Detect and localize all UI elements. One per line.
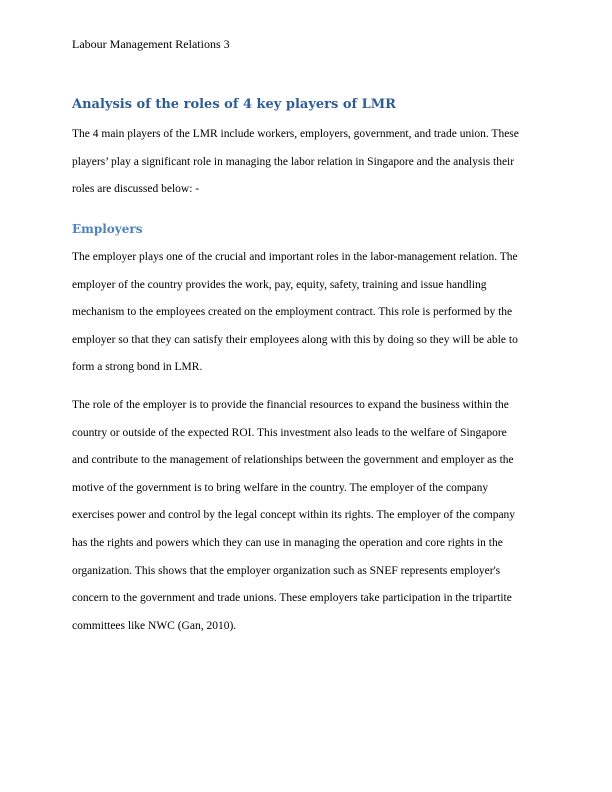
- paragraph-line: The 4 main players of the LMR include workers, employers, government, and trade union. These: [72, 128, 519, 140]
- employers-paragraph-1: [72, 244, 542, 382]
- paragraph-line: country or outside of the expected ROI. This investment also leads to the welfare of Singapore: [72, 426, 507, 439]
- paragraph-line: The employer plays one of the crucial and important roles in the labor-management relation. The: [72, 251, 518, 263]
- paragraph-line: committees like NWC (Gan, 2010).: [72, 619, 237, 632]
- paragraph-line: players’ play a significant role in managing the labor relation in Singapore and the analysis their: [72, 155, 515, 168]
- employers-paragraph-2: [72, 392, 542, 640]
- paragraph-line: The role of the employer is to provide the financial resources to expand the business within the: [72, 399, 509, 411]
- paragraph-line: mechanism to the employees created on the employment contract. This role is performed by the: [72, 306, 513, 319]
- paragraph-line: employer of the country provides the work, pay, equity, safety, training and issue handling: [72, 278, 487, 291]
- paragraph-line: and contribute to the management of relationships between the government and employer as the: [72, 454, 514, 467]
- paragraph-line: exercises power and control by the legal concept within its rights. The employer of the company: [72, 509, 516, 522]
- section-heading-analysis: Analysis of the roles of 4 key players of LMR: [72, 97, 396, 112]
- paragraph-line: roles are discussed below: -: [72, 183, 200, 196]
- paragraph-line: has the rights and powers which they can use in managing the operation and core rights in the: [72, 536, 503, 549]
- paragraph-line: concern to the government and trade unions. These employers take participation in the tripartite: [72, 592, 512, 605]
- paragraph-line: motive of the government is to bring welfare in the country. The employer of the company: [72, 481, 489, 494]
- paragraph-line: form a strong bond in LMR.: [72, 361, 203, 374]
- intro-paragraph: [72, 121, 542, 204]
- running-head: Labour Management Relations 3: [72, 37, 230, 51]
- subheading-employers: Employers: [72, 222, 143, 236]
- paragraph-line: employer so that they can satisfy their employees along with this by doing so they will be able to: [72, 333, 518, 346]
- paragraph-line: organization. This shows that the employer organization such as SNEF represents employer's: [72, 564, 501, 577]
